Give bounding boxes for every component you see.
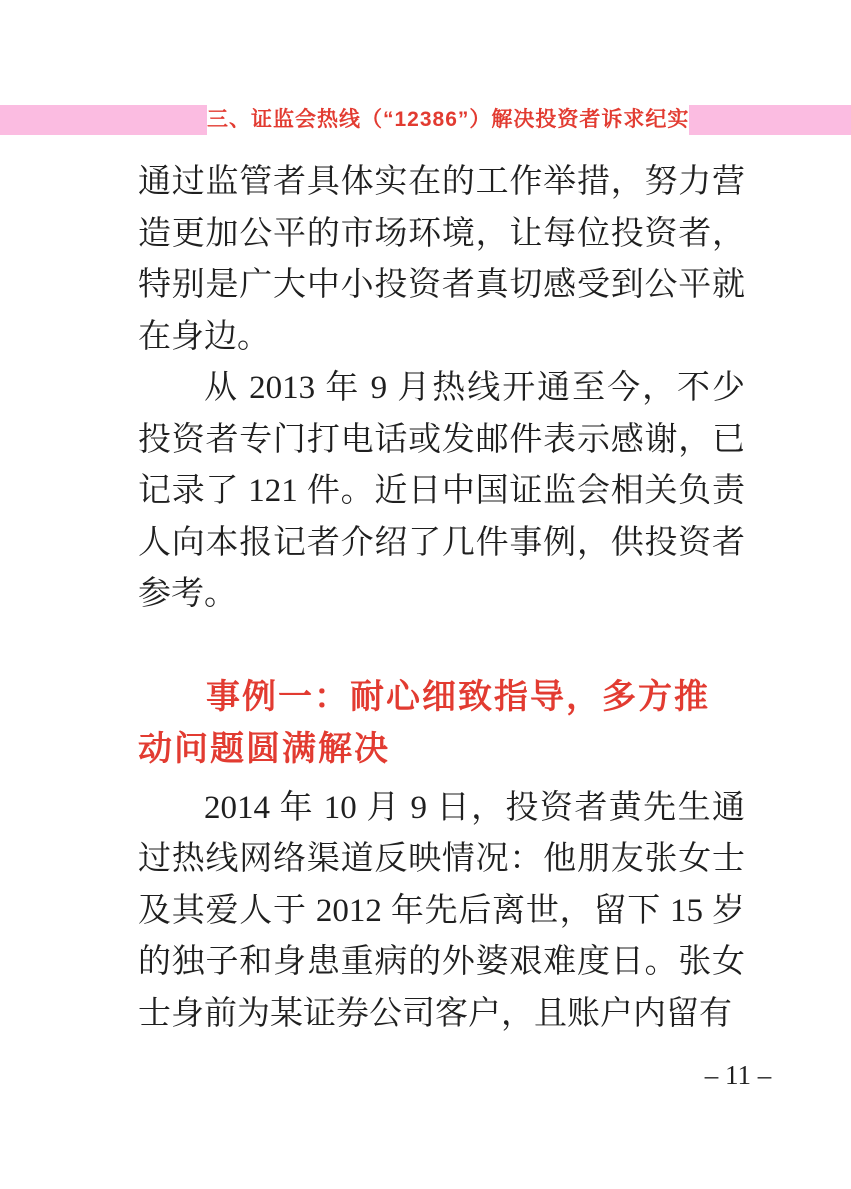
body-paragraph: 通过监管者具体实在的工作举措，努力营造更加公平的市场环境，让每位投资者，特别是广大中小投资者真切感受到公平就在身边。	[138, 164, 745, 355]
body-paragraph: 2014 年 10 月 9 日，投资者黄先生通过热线网络渠道反映情况：他朋友张女士及其爱人于 2012 年先后离世，留下 15 岁的独子和身患重病的外婆艰难度日。张女士身前为某证券公司客户，且账户内留有	[138, 789, 745, 1032]
body-paragraph: 从 2013 年 9 月热线开通至今，不少投资者专门打电话或发邮件表示感谢，已记录了 121 件。近日中国证监会相关负责人向本报记者介绍了几件事例，供投资者参考。	[138, 370, 745, 612]
case-heading: 事例一：耐心细致指导，多方推动问题圆满解决	[138, 677, 710, 768]
header-bar-right	[689, 105, 851, 135]
page-content	[138, 157, 745, 1040]
header-bar-left	[0, 105, 207, 135]
running-header-title: 三、证监会热线（“12386”）解决投资者诉求纪实	[207, 108, 690, 131]
page-header	[0, 105, 851, 135]
page-number: – 11 –	[704, 1060, 772, 1090]
